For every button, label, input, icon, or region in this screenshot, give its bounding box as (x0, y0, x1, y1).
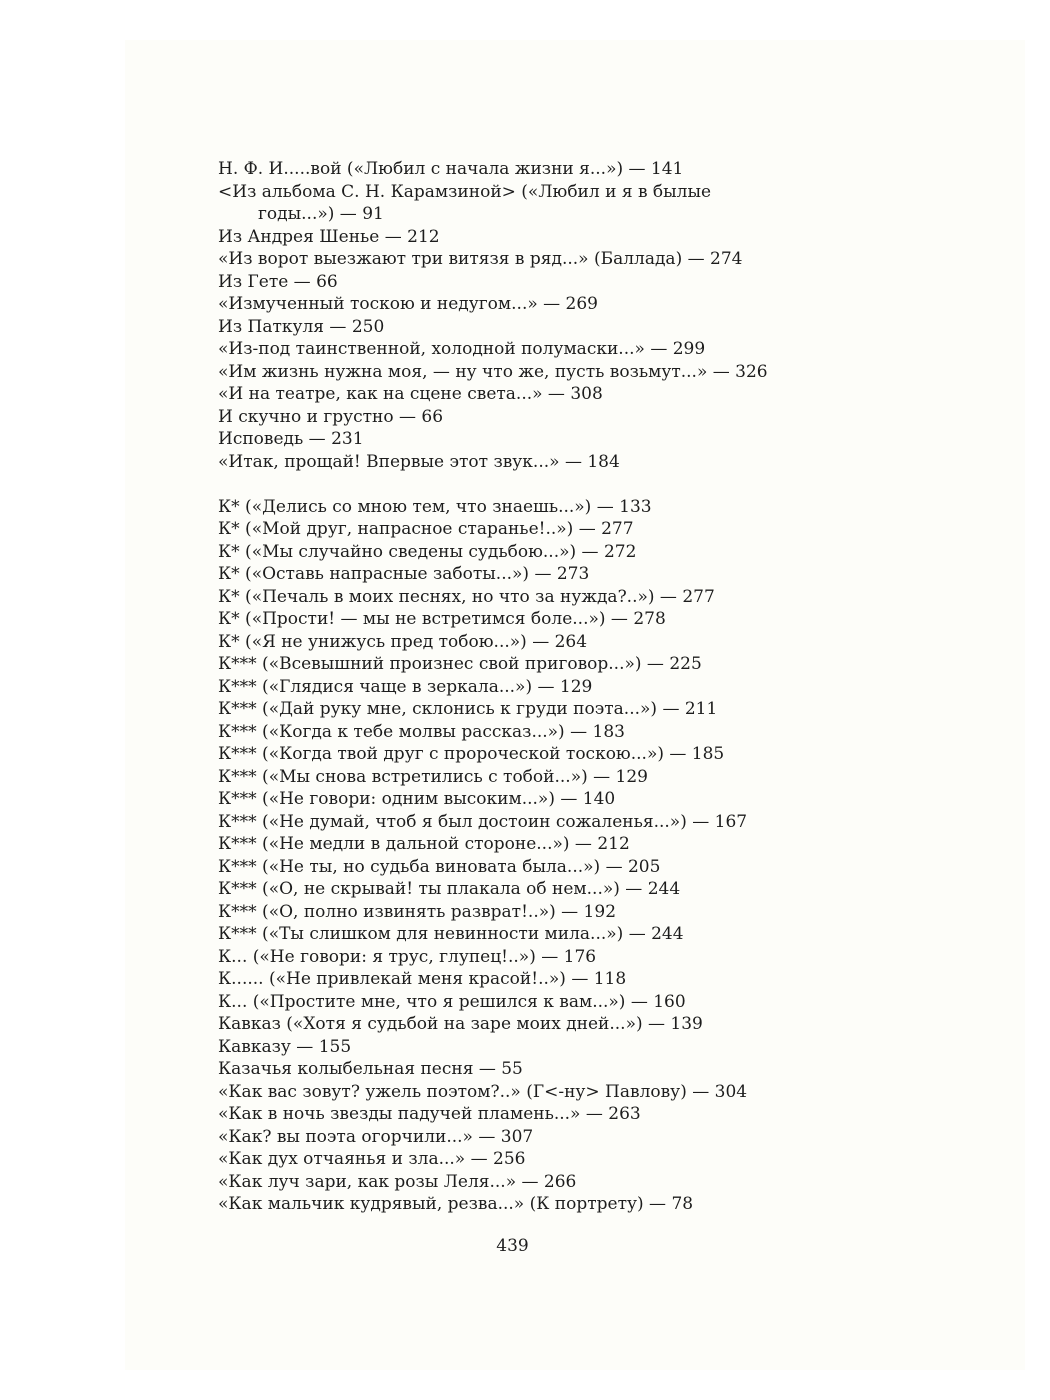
index-entry: Казачья колыбельная песня — 55 (218, 1059, 523, 1079)
index-entry: Исповедь — 231 (218, 429, 364, 449)
index-entry: К*** («Когда твой друг с пророческой тоскою...») — 185 (218, 744, 725, 764)
index-entry: Кавказ («Хотя я судьбой на заре моих дней...») — 139 (218, 1014, 703, 1034)
index-entry: К*** («Ты слишком для невинности мила...») — 244 (218, 924, 684, 944)
index-entry: К* («Делись со мною тем, что знаешь...») — 133 (218, 496, 652, 517)
index-entry: «Как? вы поэта огорчили...» — 307 (218, 1126, 534, 1147)
index-list (218, 158, 1018, 1216)
index-entry: Кавказу — 155 (218, 1036, 352, 1057)
index-entry: К... («Простите мне, что я решился к вам...») — 160 (218, 991, 686, 1012)
index-entry: К... («Не говори: я трус, глупец!..») — 176 (218, 946, 597, 967)
index-entry: К*** («Не медли в дальной стороне...») — 212 (218, 834, 630, 854)
index-entry: К* («Оставь напрасные заботы...») — 273 (218, 564, 590, 584)
index-entry: «Как мальчик кудрявый, резва...» (К портрету) — 78 (218, 1194, 694, 1214)
index-entry: «Как луч зари, как розы Леля...» — 266 (218, 1171, 577, 1192)
index-entry: «Из-под таинственной, холодной полумаски...» — 299 (218, 339, 706, 359)
index-entry: К*** («Не ты, но судьба виновата была...») — 205 (218, 856, 661, 877)
index-entry: К*** («Не говори: одним высоким...») — 140 (218, 789, 616, 809)
index-entry: Из Гете — 66 (218, 271, 338, 292)
index-entry: К*** («Глядися чаще в зеркала...») — 129 (218, 676, 593, 697)
index-entry: К*** («Дай руку мне, склонись к груди поэта...») — 211 (218, 699, 718, 719)
index-entry: К* («Печаль в моих песнях, но что за нужда?..») — 277 (218, 586, 715, 607)
index-entry: <Из альбома С. Н. Карамзиной> («Любил и я в былые (218, 181, 712, 202)
index-entry: Н. Ф. И.....вой («Любил с начала жизни я...») — 141 (218, 159, 684, 179)
index-entry: К* («Мой друг, напрасное старанье!..») — 277 (218, 519, 634, 539)
index-entry: «Измученный тоскою и недугом...» — 269 (218, 294, 599, 314)
index-entry: К*** («О, не скрывай! ты плакала об нем...») — 244 (218, 879, 681, 899)
index-entry: «И на театре, как на сцене света...» — 308 (218, 384, 603, 404)
index-entry: Из Паткуля — 250 (218, 316, 385, 337)
index-entry: И скучно и грустно — 66 (218, 406, 444, 427)
section-gap (218, 473, 1018, 496)
index-entry: «Как вас зовут? ужель поэтом?..» (Г<-ну> Павлову) — 304 (218, 1081, 748, 1102)
index-entry: К* («Мы случайно сведены судьбою...») — 272 (218, 541, 637, 562)
index-entry: К*** («О, полно извинять разврат!..») — 192 (218, 901, 617, 922)
index-entry: К*** («Всевышний произнес свой приговор...») — 225 (218, 654, 702, 674)
index-entry: К*** («Не думай, чтоб я был достоин сожаленья...») — 167 (218, 811, 748, 832)
index-entry: К* («Я не унижусь пред тобою...») — 264 (218, 631, 588, 652)
index-entry-continuation: годы...») — 91 (258, 204, 384, 224)
index-entry: К* («Прости! — мы не встретимся боле...») — 278 (218, 609, 666, 629)
index-entry: К*** («Когда к тебе молвы рассказ...») — 183 (218, 721, 625, 742)
index-entry: К...... («Не привлекай меня красой!..») — 118 (218, 969, 627, 989)
index-entry: «Им жизнь нужна моя, — ну что же, пусть возьмут...» — 326 (218, 361, 768, 382)
page-number: 439 (496, 1236, 529, 1256)
index-entry: «Итак, прощай! Впервые этот звук...» — 184 (218, 451, 620, 472)
index-entry: «Как дух отчаянья и зла...» — 256 (218, 1149, 526, 1169)
index-entry: «Из ворот выезжают три витязя в ряд...» (Баллада) — 274 (218, 249, 743, 269)
index-entry: К*** («Мы снова встретились с тобой...») — 129 (218, 766, 648, 787)
index-entry: Из Андрея Шенье — 212 (218, 226, 440, 247)
index-entry: «Как в ночь звезды падучей пламень...» — 263 (218, 1104, 641, 1124)
